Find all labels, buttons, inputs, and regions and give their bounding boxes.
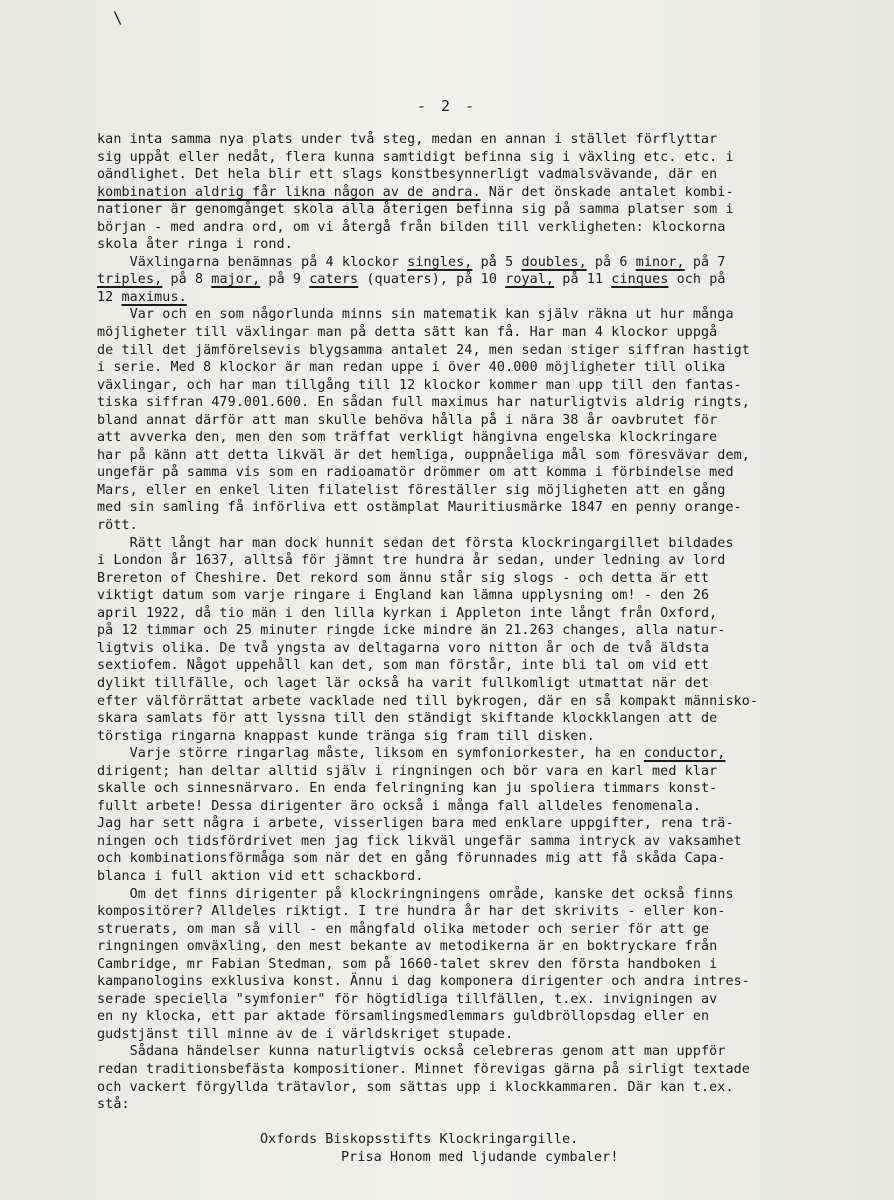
text-line: ligtvis olika. De två yngsta av deltagarna voro nitton år och de två äldsta — [97, 640, 710, 656]
text-line: Cambridge, mr Fabian Stedman, som på 1660-talet skrev den första handboken i — [97, 956, 718, 972]
text-line: kompositörer? Alldeles riktigt. I tre hundra år har det skrivits - eller kon- — [97, 904, 726, 920]
text-line: stå: — [97, 1097, 130, 1113]
page-number: - 2 - — [416, 97, 478, 115]
text-line: triples, på 8 major, på 9 caters (quaters), på 10 royal, på 11 cinques och på — [97, 272, 726, 288]
text-line: de till det jämförelsevis blygsamma antalet 24, men sedan stiger siffran hastigt — [97, 342, 750, 358]
text-line: början - med andra ord, om vi återgå från bilden till verkligheten: klockorna — [97, 219, 726, 235]
text-line — [97, 254, 859, 272]
text-line: Om det finns dirigenter på klockringningens område, kanske det också finns — [97, 886, 734, 902]
text-line — [97, 745, 859, 763]
text-line: i serie. Med 8 klockor är man redan uppe i över 40.000 möjligheter till olika — [97, 360, 726, 376]
text-line: växlingar, och har man tillgång till 12 klockor kommer man upp till den fantas- — [97, 377, 742, 393]
text-line: 12 maximus. — [97, 289, 187, 305]
text-line: kan inta samma nya plats under två steg, medan en annan i stället förflyttar — [97, 132, 718, 147]
text-line: tiska siffran 479.001.600. En sådan full maximus har naturligtvis aldrig ringts, — [97, 395, 750, 411]
text-line: Sådana händelser kunna naturligtvis också celebreras genom att man uppför — [97, 1044, 726, 1060]
text-line: har på känn att detta likväl är det hemliga, ouppnåeliga mål som föresvävar dem, — [97, 447, 750, 463]
text-line: dylikt tillfälle, och laget lär också ha varit fullkomligt utmattat när det — [97, 675, 710, 691]
text-line: och kombinationsförmåga som när det en gång förunnades mig att få skåda Capa- — [97, 851, 726, 867]
underlined-phrase: kombination aldrig får likna någon av de andra. — [97, 184, 481, 200]
text-line: kampanologins exklusiva konst. Ännu i dag komponera dirigenter och andra intres- — [97, 974, 750, 990]
text-line: sig uppåt eller nedåt, flera kunna samtidigt befinna sig i växling etc. etc. i — [97, 149, 734, 165]
text-line: sextiofem. Något uppehåll kan det, som man förstår, inte bli tal om vid ett — [97, 658, 710, 674]
text-line: efter välförrättat arbete vacklade ned till bykrogen, där en så kompakt människo- — [97, 693, 759, 709]
text-line: blanca i full aktion vid ett schackbord. — [97, 868, 424, 884]
text-line: på 12 timmar och 25 minuter ringde icke mindre än 21.263 changes, alla natur- — [97, 623, 726, 639]
text-line: Brereton of Cheshire. Det rekord som ännu står sig slogs - och detta är ett — [97, 570, 710, 586]
term-doubles: doubles, — [521, 254, 587, 270]
inscription-line-1: Oxfords Biskopsstifts Klockringargille. — [260, 1132, 579, 1148]
text-line: Jag har sett några i arbete, visserligen bara med enklare uppgifter, rena trä- — [97, 816, 734, 832]
text-line: skalle och sinnesnärvaro. En enda felringning kan ju spoliera timmars konst- — [97, 781, 718, 797]
text-line: Rätt långt har man dock hunnit sedan det första klockringargillet bildades — [97, 535, 734, 551]
text-line — [97, 184, 859, 202]
text-line: en ny klocka, ett par aktade församlingsmedlemmars guldbröllopsdag eller en — [97, 1009, 710, 1025]
corner-mark: \ — [113, 8, 123, 27]
text-line: bland annat därför att man skulle behöva hålla på i nära 38 år oavbrutet för — [97, 412, 718, 428]
text-fragment: När det önskade antalet kombi- — [480, 184, 734, 200]
text-line: rött. — [97, 518, 138, 534]
text-line: serade speciella "symfonier" för högtidliga tillfällen, t.ex. invigningen av — [97, 991, 718, 1007]
text-line: oändlighet. Det hela blir ett slags konstbesynnerligt vadmalsvävande, där en — [97, 167, 718, 183]
text-fragment: på 5 — [472, 254, 522, 270]
text-line — [97, 1114, 859, 1132]
inscription-line-2: Prisa Honom med ljudande cymbaler! — [341, 1149, 619, 1165]
text-line: skara samlats för att lyssna till den ständigt skiftande klockklangen att de — [97, 711, 718, 727]
text-fragment: Varje större ringarlag måste, liksom en symfoniorkester, ha en — [97, 746, 644, 762]
text-line: ungefär på samma vis som en radioamatör drömmer om att komma i förbindelse med — [97, 465, 734, 481]
term-conductor: conductor, — [643, 746, 726, 762]
text-line: Var och en som någorlunda minns sin matematik kan själv räkna ut hur många — [97, 307, 734, 323]
text-line: dirigent; han deltar alltid själv i ringningen och bör vara en karl med klar — [97, 763, 718, 779]
term-minor: minor, — [635, 254, 685, 270]
text-line: redan traditionsbefästa kompositioner. Minnet förevigas gärna på sirligt textade — [97, 1061, 750, 1077]
text-line: att avverka den, men den som träffat verkligt hängivna engelska klockringare — [97, 430, 718, 446]
body-text — [97, 131, 859, 1166]
text-line: skola åter ringa i rond. — [97, 237, 293, 253]
text-line: törstiga ringarna knappast kunde tränga sig fram till disken. — [97, 728, 595, 744]
text-line: april 1922, då tio män i den lilla kyrkan i Appleton inte långt från Oxford, — [97, 605, 718, 621]
text-line: nationer är genomgånget skola alla återigen befinna sig på samma platser som i — [97, 202, 734, 218]
text-line: och vackert förgyllda trätavlor, som sättas upp i klockkammaren. Där kan t.ex. — [97, 1079, 734, 1095]
text-line: Mars, eller en enkel liten filatelist föreställer sig möjligheten att en gång — [97, 482, 726, 498]
term-singles: singles, — [407, 254, 473, 270]
text-line: i London år 1637, alltså för jämnt tre hundra år sedan, under ledning av lord — [97, 553, 726, 569]
text-line: ringningen omväxling, den mest bekante av metodikerna är en boktryckare från — [97, 939, 718, 955]
text-line: ningen och tidsfördrivet men jag fick likväl ungefär samma intryck av vaksamhet — [97, 833, 742, 849]
text-line: gudstjänst till minne av de i världskriget stupade. — [97, 1026, 514, 1042]
text-fragment: på 7 — [684, 254, 726, 270]
text-line: viktigt datum som varje ringare i England kan lämna upplysning om! - den 26 — [97, 588, 710, 604]
text-line: struerats, om man så vill - en mångfald olika metoder och serier för att ge — [97, 921, 710, 937]
text-fragment: Växlingarna benämnas på 4 klockor — [97, 254, 408, 270]
text-line: fullt arbete! Dessa dirigenter äro också i många fall alldeles fenomenala. — [97, 798, 701, 814]
text-line: med sin samling få införliva ett ostämplat Mauritiusmärke 1847 en penny orange- — [97, 500, 742, 516]
text-line: möjligheter till växlingar man på detta sätt kan få. Har man 4 klockor uppgå — [97, 325, 718, 341]
text-fragment: på 6 — [586, 254, 636, 270]
